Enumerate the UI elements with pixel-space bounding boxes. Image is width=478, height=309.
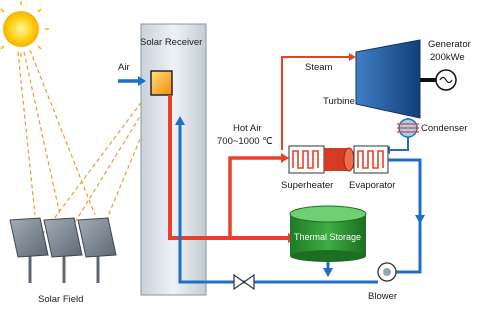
generator-label: Generator [428, 39, 471, 50]
ac-generator-symbol [436, 70, 456, 90]
steam-label: Steam [305, 62, 333, 73]
hot-air-temperature: 700~1000 ℃ [217, 136, 273, 147]
thermal-storage-label: Thermal Storage [294, 232, 362, 242]
evaporator-label: Evaporator [349, 180, 396, 191]
superheater [289, 146, 324, 173]
steam-drum [324, 148, 354, 171]
turbine-label: Turbine [323, 96, 355, 107]
sun-icon [0, 1, 49, 57]
blower-label: Blower [368, 291, 398, 302]
heliostat [78, 218, 116, 283]
generator-rating: 200kWe [430, 52, 465, 63]
solar-receiver-tower [141, 24, 206, 295]
receiver-aperture [151, 71, 172, 95]
heliostat-field [10, 218, 116, 283]
solar-receiver-label: Solar Receiver [140, 37, 203, 48]
solar-field-label: Solar Field [38, 294, 84, 305]
evaporator [354, 146, 388, 173]
condenser-coil-icon [397, 119, 419, 137]
condensate-line [388, 137, 408, 150]
hot-air-pipe-to-superheater [230, 158, 282, 238]
superheater-label: Superheater [281, 180, 334, 191]
cold-air-return-arrowhead [415, 215, 425, 224]
steam-arrowhead [349, 53, 356, 61]
air-label: Air [118, 62, 130, 73]
sun-rays [18, 50, 95, 215]
cold-air-return-line [388, 160, 420, 272]
storage-outlet-arrowhead [323, 268, 333, 277]
blower-icon [378, 263, 396, 281]
heliostat [44, 218, 82, 283]
turbine [356, 40, 420, 118]
hot-air-label: Hot Air [233, 123, 262, 134]
condenser-label: Condenser [421, 123, 468, 134]
hot-air-arrowhead-superheater [281, 153, 289, 163]
heliostat [10, 218, 48, 283]
valve-icon [234, 275, 254, 289]
reflected-rays [38, 88, 158, 240]
